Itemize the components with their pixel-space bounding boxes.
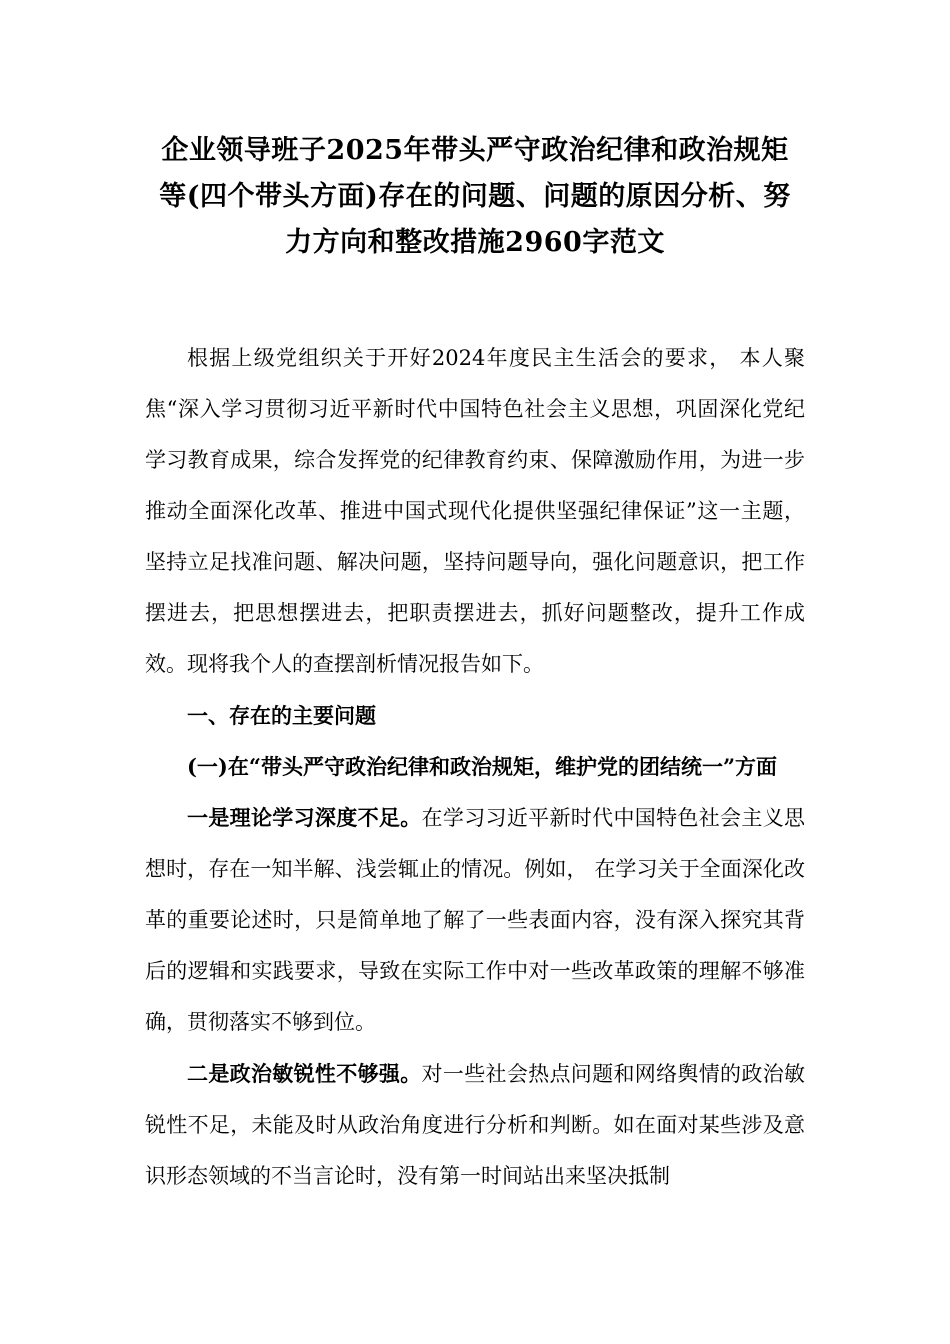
title-line-3: 力方向和整改措施2960字范文: [285, 227, 665, 258]
point-paragraph-1: [145, 792, 805, 1048]
title-line-2: 等(四个带头方面)存在的问题、问题的原因分析、努: [159, 181, 791, 212]
section-heading-main-problems: 一、存在的主要问题: [187, 703, 376, 728]
title-line-1: 企业领导班子2025年带头严守政治纪律和政治规矩: [161, 135, 789, 166]
document-title: [140, 128, 810, 266]
intro-paragraph: 根据上级党组织关于开好2024年度民主生活会的要求， 本人聚焦“深入学习贯彻习近平新时代中国特色社会主义思想，巩固深化党纪学习教育成果，综合发挥党的纪律教育约束、保障激励作用，为进一步推动全面深化改革、推进中国式现代化提供坚强纪律保证”这一主题，坚持立足找准问题、解决问题，坚持问题导向，强化问题意识，把工作摆进去，把思想摆进去，把职责摆进去，抓好问题整改，提升工作成效。现将我个人的查摆剖析情况报告如下。: [145, 346, 805, 676]
document-body: [145, 333, 805, 1202]
point-2-text: 对一些社会热点问题和网络舆情的政治敏锐性不足，未能及时从政治角度进行分析和判断。如在面对某些涉及意识形态领域的不当言论时，没有第一时间站出来坚决抵制: [145, 1062, 806, 1188]
point-2-lead: 二是政治敏锐性不够强。: [187, 1061, 422, 1086]
point-1-text: 在学习习近平新时代中国特色社会主义思想时，存在一知半解、浅尝辄止的情况。例如， 在学习关于全面深化改革的重要论述时，只是简单地了解了一些表面内容，没有深入探究其背后的逻辑和实践要求，导致在实际工作中对一些改革政策的理解不够准确，贯彻落实不够到位。: [145, 806, 806, 1034]
subsection-heading-political-discipline: (一)在“带头严守政治纪律和政治规矩，维护党的团结统一”方面: [187, 754, 778, 779]
point-1-lead: 一是理论学习深度不足。: [187, 805, 422, 830]
point-paragraph-2: [145, 1048, 805, 1202]
